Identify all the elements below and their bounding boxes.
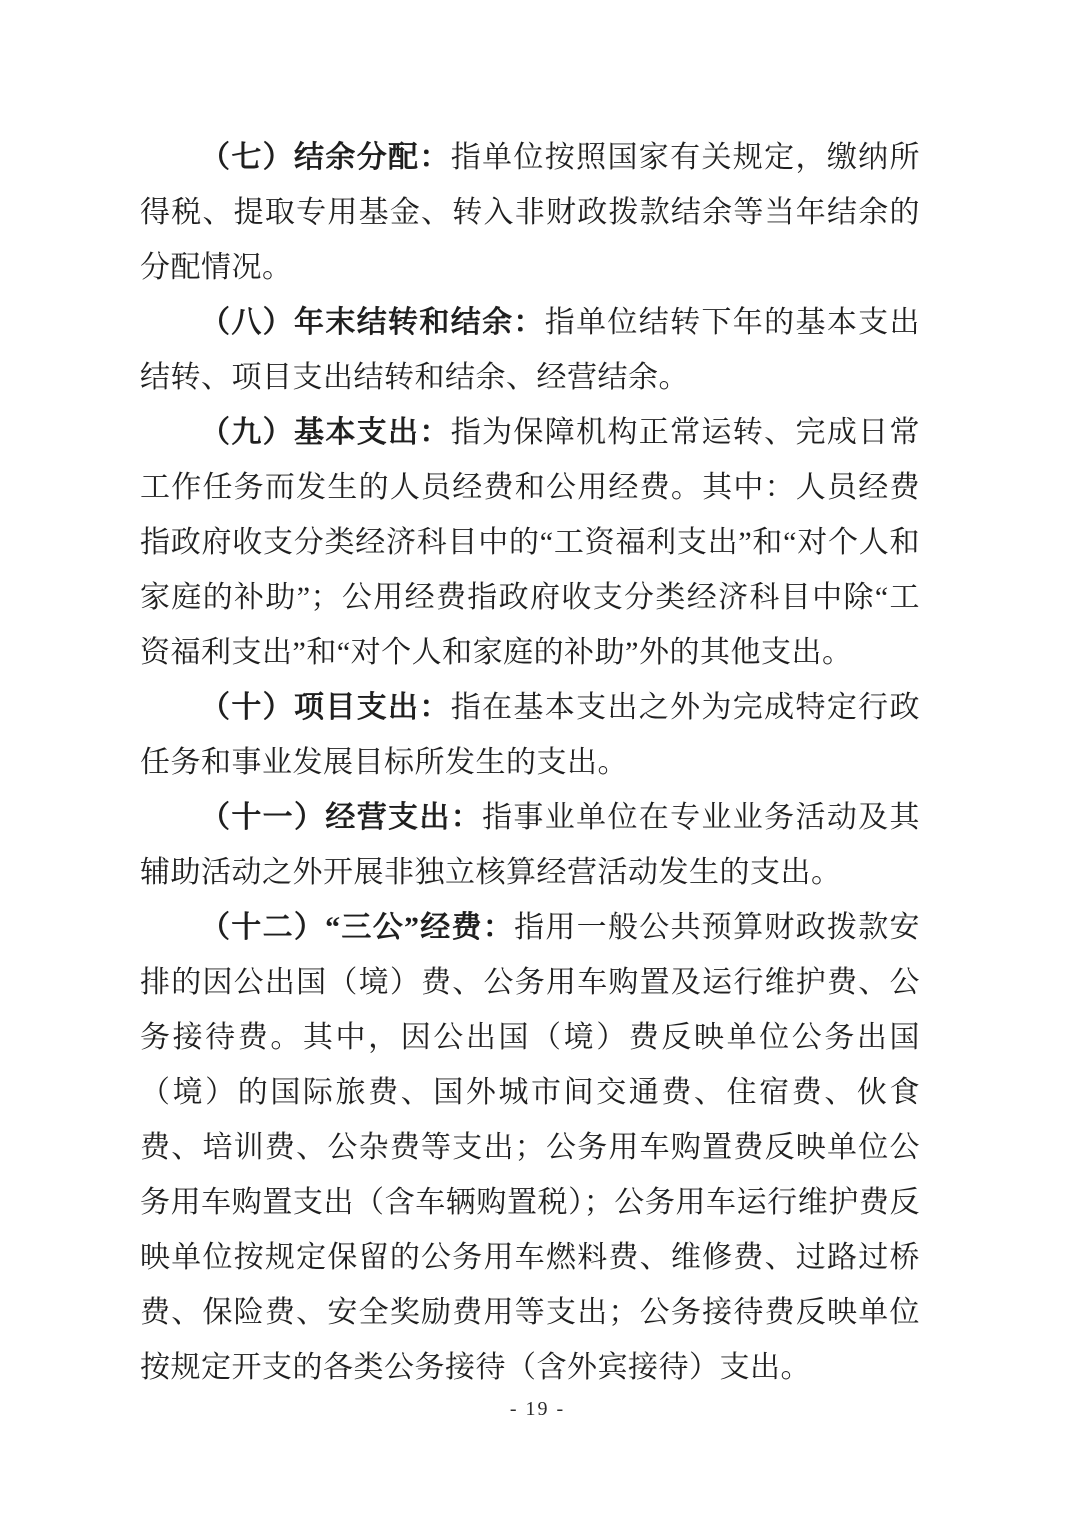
- paragraph-definition: 指用一般公共预算财政拨款安排的因公出国（境）费、公务用车购置及运行维护费、公务接待费。其中，因公出国（境）费反映单位公务出国（境）的国际旅费、国外城市间交通费、住宿费、伙食费、培训费、公杂费等支出；公务用车购置费反映单位公务用车购置支出（含车辆购置税）；公务用车运行维护费反映单位按规定保留的公务用车燃料费、维修费、过路过桥费、保险费、安全奖励费用等支出；公务接待费反映单位按规定开支的各类公务接待（含外宾接待）支出。: [140, 911, 921, 1384]
- paragraph-definition: 指事业单位在专业业务活动及其辅助活动之外开展非独立核算经营活动发生的支出。: [140, 801, 921, 889]
- definition-paragraph-12: [140, 900, 920, 1395]
- paragraph-term: （十一）经营支出：: [200, 801, 483, 834]
- paragraph-definition: 指在基本支出之外为完成特定行政任务和事业发展目标所发生的支出。: [140, 691, 921, 779]
- page-number: - 19 -: [509, 1398, 566, 1420]
- definition-paragraph-9: [140, 405, 920, 680]
- definition-paragraph-10: [140, 680, 920, 790]
- definition-paragraph-11: [140, 790, 920, 900]
- paragraph-term: （七）结余分配：: [200, 141, 451, 174]
- paragraph-term: （十）项目支出：: [200, 691, 451, 724]
- paragraph-definition: 指单位按照国家有关规定，缴纳所得税、提取专用基金、转入非财政拨款结余等当年结余的分配情况。: [140, 141, 921, 284]
- definition-paragraph-8: [140, 295, 920, 405]
- definition-paragraph-7: [140, 130, 920, 295]
- paragraph-definition: 指为保障机构正常运转、完成日常工作任务而发生的人员经费和公用经费。其中：人员经费指政府收支分类经济科目中的“工资福利支出”和“对个人和家庭的补助”；公用经费指政府收支分类经济科目中除“工资福利支出”和“对个人和家庭的补助”外的其他支出。: [140, 416, 921, 669]
- paragraph-term: （十二）“三公”经费：: [200, 911, 515, 944]
- paragraph-term: （八）年末结转和结余：: [200, 306, 545, 339]
- paragraph-term: （九）基本支出：: [200, 416, 451, 449]
- document-body: [140, 130, 920, 1395]
- paragraph-definition: 指单位结转下年的基本支出结转、项目支出结转和结余、经营结余。: [140, 306, 920, 394]
